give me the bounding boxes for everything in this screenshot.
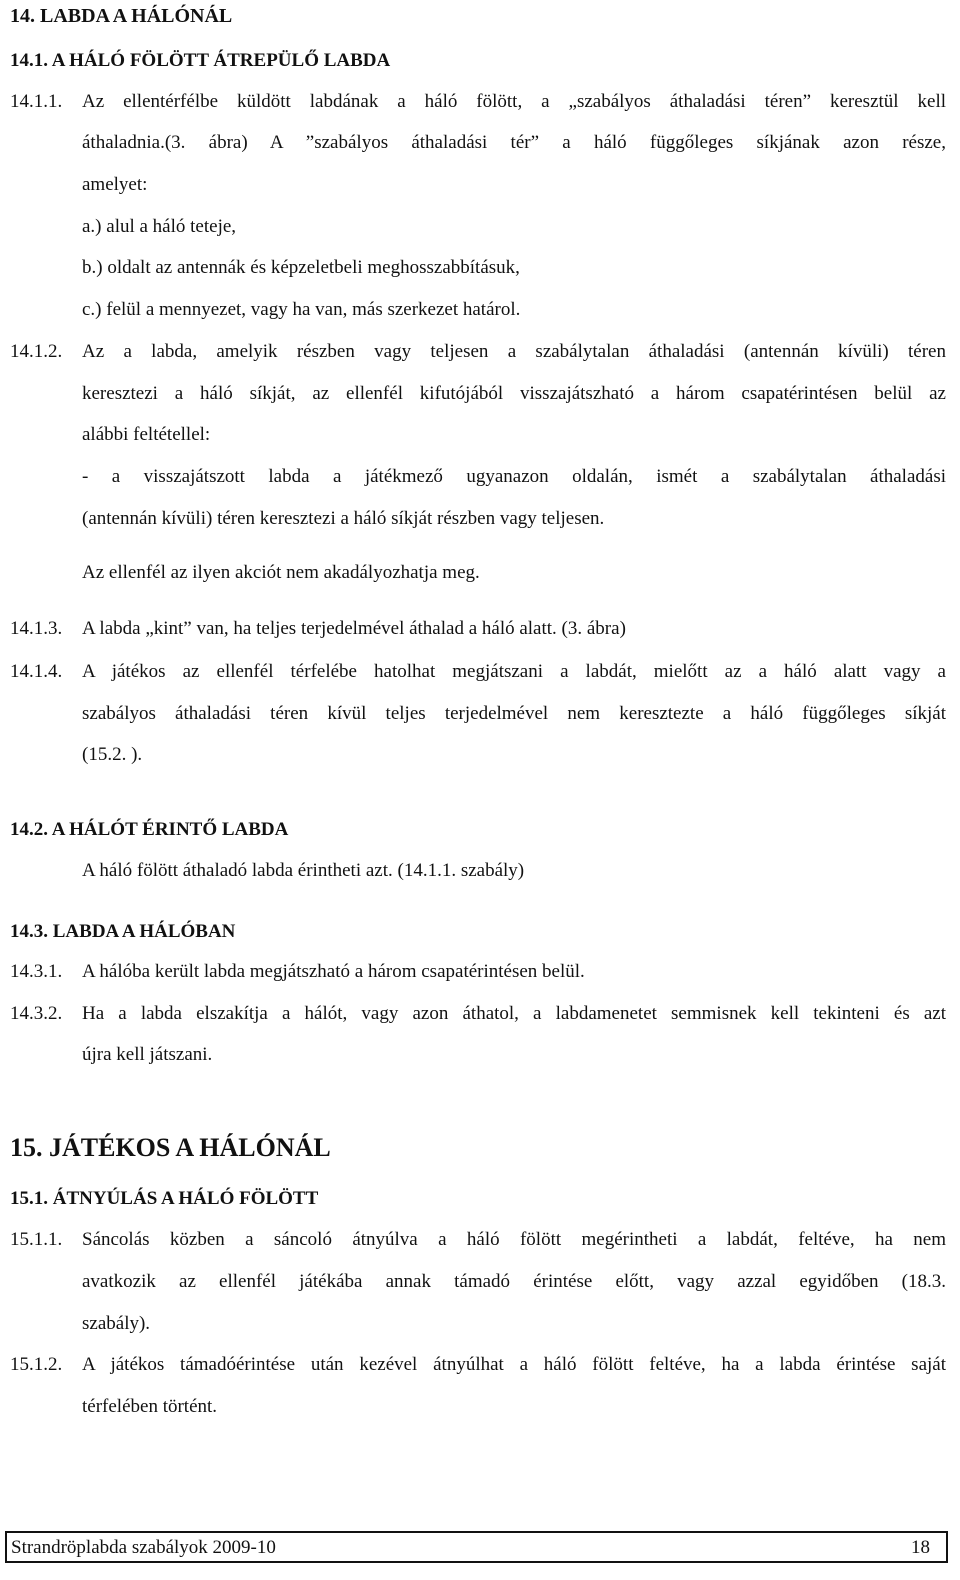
paragraph-line: alábbi feltétellel: [82, 424, 211, 445]
list-item: b.) oldalt az antennák és képzeletbeli meghosszabbításuk, [82, 257, 520, 278]
paragraph-line: Sáncolás közben a sáncoló átnyúlva a háló fölött megérintheti a labdát, feltéve, ha nem [82, 1229, 946, 1250]
rule-number: 14.1.4. [10, 661, 63, 682]
paragraph-line: Ha a labda elszakítja a hálót, vagy azon áthatol, a labdamenetet semmisnek kell tekinteni és azt [82, 1003, 946, 1024]
rule-number: 14.1.2. [10, 341, 63, 362]
heading-14-1: 14.1. A HÁLÓ FÖLÖTT ÁTREPÜLŐ LABDA [10, 50, 391, 71]
heading-section-15: 15. JÁTÉKOS A HÁLÓNÁL [10, 1133, 331, 1162]
footer-title: Strandröplabda szabályok 2009-10 [11, 1537, 276, 1558]
rule-number: 14.3.1. [10, 961, 63, 982]
paragraph-line: szabályos áthaladási téren kívül teljes terjedelmével nem keresztezte a háló függőleges síkját [82, 703, 946, 724]
paragraph-line: A labda „kint” van, ha teljes terjedelmével áthalad a háló alatt. (3. ábra) [82, 618, 626, 639]
heading-section-14: 14. LABDA A HÁLÓNÁL [10, 5, 233, 27]
paragraph-line: (15.2. ). [82, 744, 143, 765]
paragraph-line: térfelében történt. [82, 1396, 218, 1417]
heading-15-1: 15.1. ÁTNYÚLÁS A HÁLÓ FÖLÖTT [10, 1188, 319, 1209]
heading-14-2: 14.2. A HÁLÓT ÉRINTŐ LABDA [10, 819, 289, 840]
paragraph-line: áthaladnia.(3. ábra) A ”szabályos áthaladási tér” a háló függőleges síkjának azon része, [82, 132, 946, 153]
paragraph-line: - a visszajátszott labda a játékmező ugyanazon oldalán, ismét a szabálytalan áthaladási [82, 466, 946, 487]
paragraph-line: szabály). [82, 1313, 151, 1334]
paragraph-line: amelyet: [82, 174, 148, 195]
page-footer [5, 1531, 948, 1563]
rule-number: 14.1.1. [10, 91, 63, 112]
rule-number: 14.1.3. [10, 618, 63, 639]
list-item: c.) felül a mennyezet, vagy ha van, más szerkezet határol. [82, 299, 521, 320]
paragraph-line: (antennán kívüli) téren keresztezi a háló síkját részben vagy teljesen. [82, 508, 605, 529]
paragraph-line: A játékos támadóérintése után kezével átnyúlhat a háló fölött feltéve, ha a labda érintése saját [82, 1354, 946, 1375]
paragraph-line: újra kell játszani. [82, 1044, 213, 1065]
list-item: a.) alul a háló teteje, [82, 216, 237, 237]
paragraph-14-2: A háló fölött áthaladó labda érintheti azt. (14.1.1. szabály) [82, 860, 525, 881]
paragraph-line: A játékos az ellenfél térfelébe hatolhat megjátszani a labdát, mielőtt az a háló alatt vagy a [82, 661, 946, 682]
page-number: 18 [911, 1537, 930, 1558]
paragraph-line: keresztezi a háló síkját, az ellenfél kifutójából visszajátszható a három csapatérintésen belül az [82, 383, 946, 404]
paragraph-line: A hálóba került labda megjátszható a három csapatérintésen belül. [82, 961, 585, 982]
paragraph-line: Az ellentérfélbe küldött labdának a háló fölött, a „szabályos áthaladási téren” keresztül kell [82, 91, 946, 112]
paragraph-line: Az a labda, amelyik részben vagy teljesen a szabálytalan áthaladási (antennán kívüli) téren [82, 341, 946, 362]
paragraph-line: avatkozik az ellenfél játékába annak támadó érintése előtt, vagy azzal egyidőben (18.3. [82, 1271, 946, 1292]
rule-number: 15.1.2. [10, 1354, 63, 1375]
heading-14-3: 14.3. LABDA A HÁLÓBAN [10, 921, 236, 942]
rule-number: 15.1.1. [10, 1229, 63, 1250]
paragraph-line: Az ellenfél az ilyen akciót nem akadályozhatja meg. [82, 562, 480, 583]
rule-number: 14.3.2. [10, 1003, 63, 1024]
